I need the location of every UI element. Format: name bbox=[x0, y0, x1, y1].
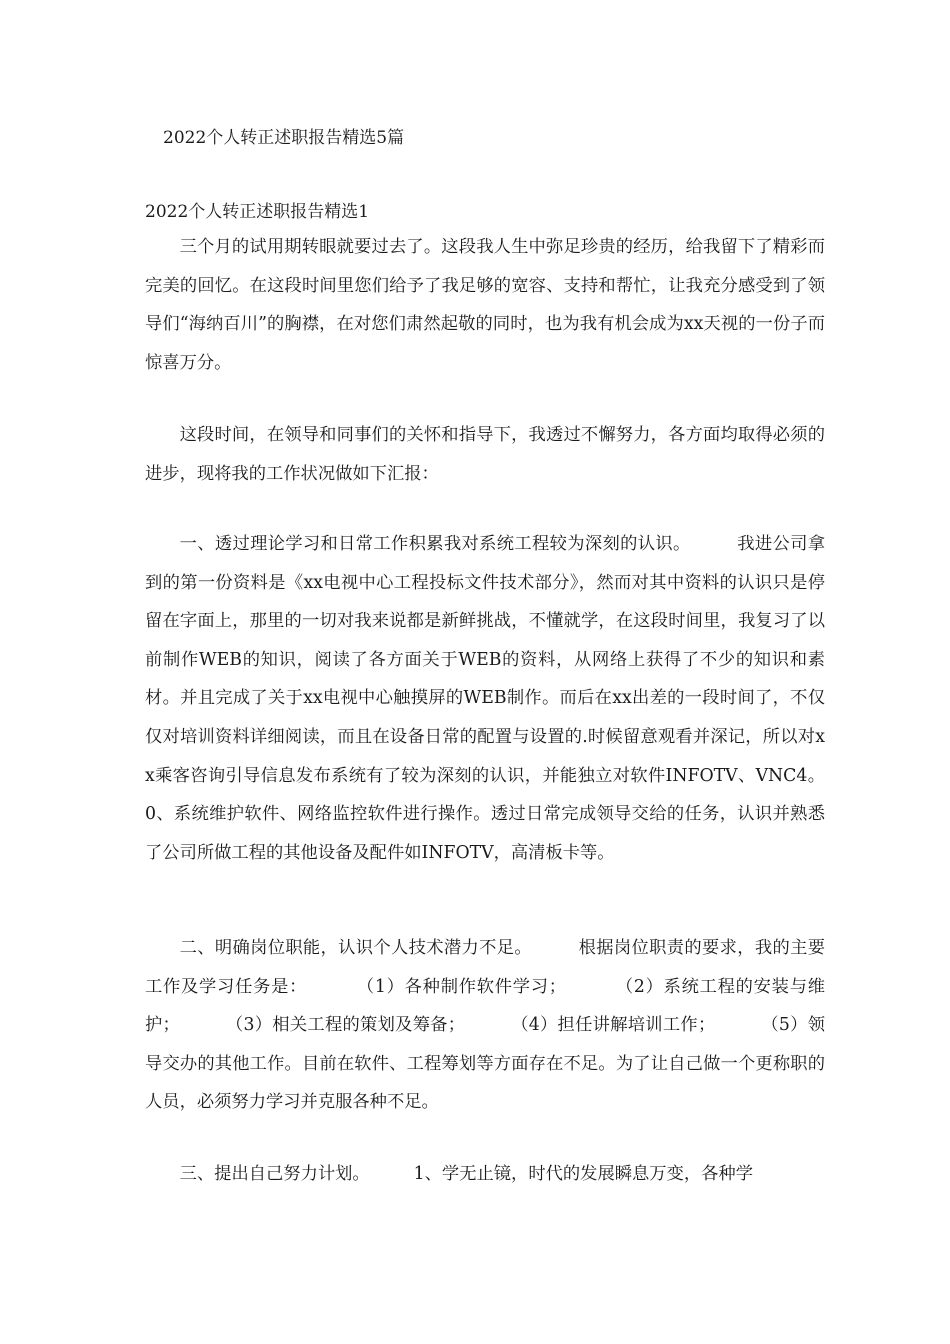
paragraph-section-two: 二、明确岗位职能，认识个人技术潜力不足。 根据岗位职责的要求，我的主要工作及学习任务是： （1）各种制作软件学习； （2）系统工程的安装与维护； （3）相关工程的策划及筹备； （4）担任讲解培训工作； （5）领导交办的其他工作。目前在软件、工程筹划等方面存在不足。为了让自己做一个更称职的人员，必须努力学习并克服各种不足。 bbox=[145, 938, 825, 1113]
section-heading: 2022个人转正述职报告精选1 bbox=[145, 202, 370, 222]
paragraph-section-three: 三、提出自己努力计划。 1、学无止镜，时代的发展瞬息万变，各种学 bbox=[179, 1164, 753, 1184]
paragraph-summary: 这段时间，在领导和同事们的关怀和指导下，我透过不懈努力，各方面均取得必须的进步，现将我的工作状况做如下汇报： bbox=[145, 425, 825, 484]
document-title: 2022个人转正述职报告精选5篇 bbox=[163, 128, 405, 148]
paragraph-section-one: 一、透过理论学习和日常工作积累我对系统工程较为深刻的认识。 我进公司拿到的第一份资料是《xx电视中心工程投标文件技术部分》，然而对其中资料的认识只是停留在字面上，那里的一切对我来说都是新鲜挑战，不懂就学，在这段时间里，我复习了以前制作WEB的知识，阅读了各方面关于WEB的资料，从网络上获得了不少的知识和素材。并且完成了关于xx电视中心触摸屏的WEB制作。而后在xx出差的一段时间了，不仅仅对培训资料详细阅读，而且在设备日常的配置与设置的.时候留意观看并深记，所以对xx乘客咨询引导信息发布系统有了较为深刻的认识，并能独立对软件INFOTV、VNC4。0、系统维护软件、网络监控软件进行操作。透过日常完成领导交给的任务，认识并熟悉了公司所做工程的其他设备及配件如INFOTV，高清板卡等。 bbox=[145, 534, 825, 863]
paragraph-intro: 三个月的试用期转眼就要过去了。这段我人生中弥足珍贵的经历，给我留下了精彩而完美的回忆。在这段时间里您们给予了我足够的宽容、支持和帮忙，让我充分感受到了领导们“海纳百川”的胸襟，在对您们肃然起敬的同时，也为我有机会成为xx天视的一份子而惊喜万分。 bbox=[145, 237, 825, 373]
